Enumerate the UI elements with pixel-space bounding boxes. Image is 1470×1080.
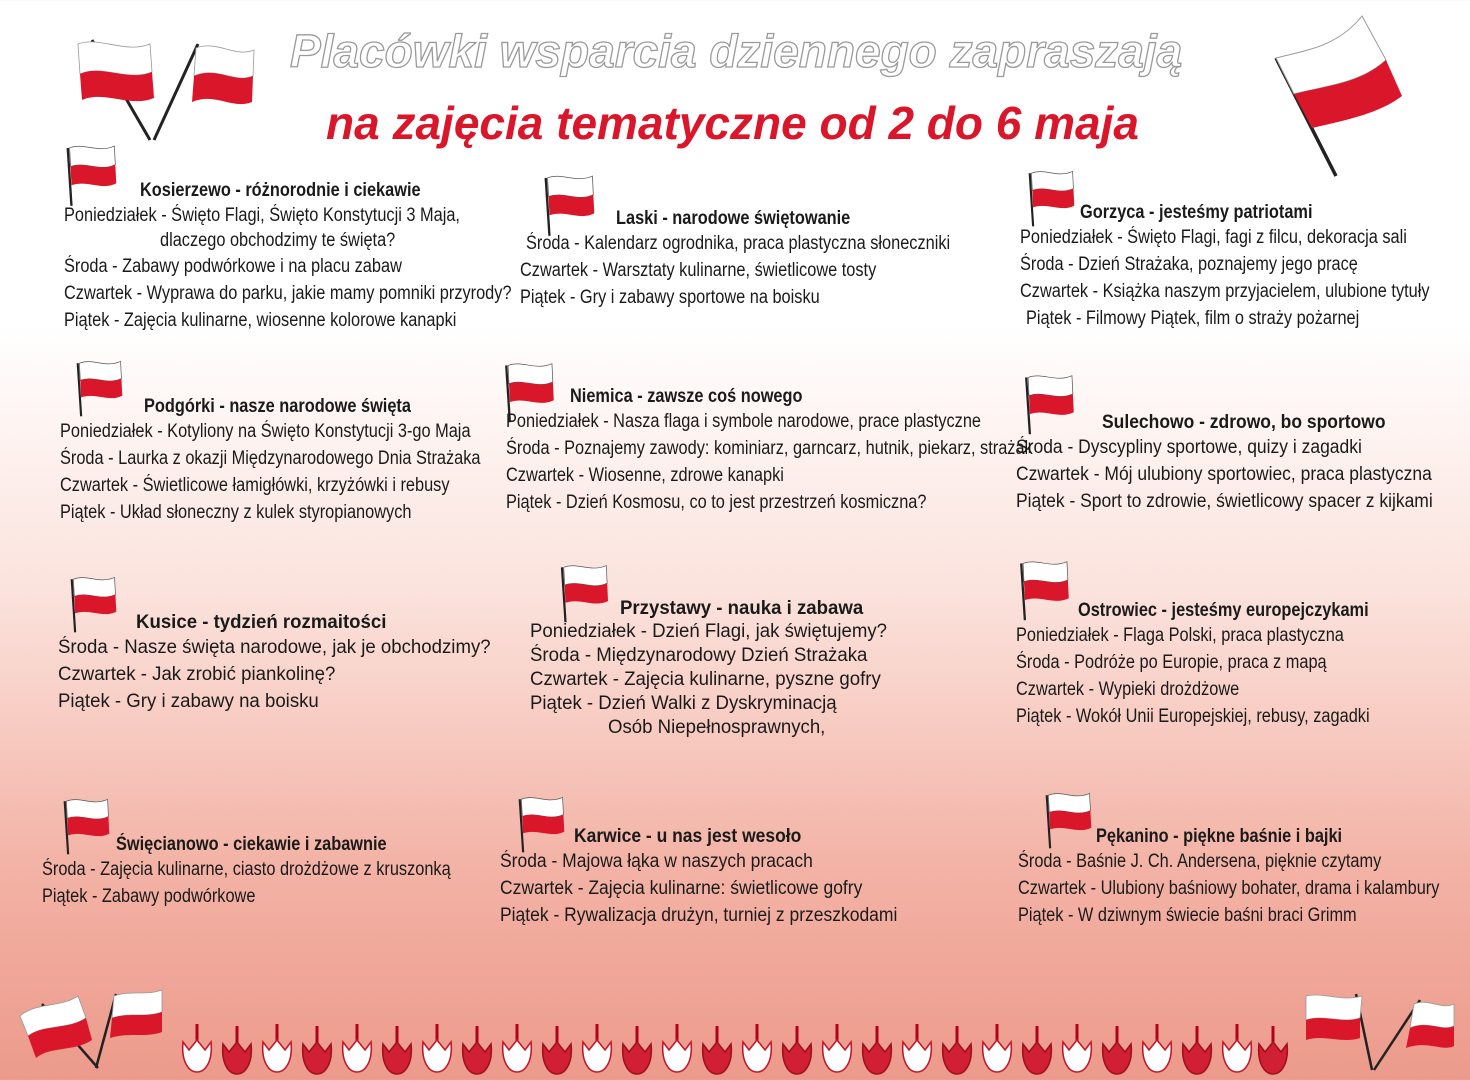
activity-line: Czwartek - Wyprawa do parku, jakie mamy pomniki przyrody?: [64, 283, 512, 304]
activity-line: Środa - Podróże po Europie, praca z mapą: [1016, 652, 1327, 673]
activity-line: Piątek - Dzień Kosmosu, co to jest przestrzeń kosmiczna?: [506, 492, 927, 513]
header-title-line2: na zajęcia tematyczne od 2 do 6 maja: [326, 97, 1139, 149]
tulip-red-icon: [463, 1026, 492, 1074]
tulip-red-icon: [863, 1026, 892, 1074]
center-name: Podgórki - nasze narodowe święta: [144, 396, 411, 417]
activity-line: Środa - Baśnie J. Ch. Andersena, pięknie czytamy: [1018, 851, 1382, 872]
activity-line: Piątek - Sport to zdrowie, świetlicowy spacer z kijkami: [1016, 491, 1433, 512]
tulip-white-icon: [423, 1024, 452, 1072]
tulip-red-icon: [943, 1026, 972, 1074]
activity-line: Piątek - Dzień Walki z Dyskryminacją: [530, 693, 837, 714]
tulip-white-icon: [823, 1024, 852, 1072]
activity-line: Osób Niepełnosprawnych,: [608, 717, 826, 738]
center-kosierzewo: [64, 180, 584, 334]
activity-line: Czwartek - Ulubiony baśniowy bohater, drama i kalambury: [1018, 878, 1440, 899]
activity-line: Środa - Poznajemy zawody: kominiarz, garncarz, hutnik, piekarz, strażak: [506, 438, 1033, 459]
center-ostrowiec: [1016, 600, 1427, 730]
activity-line: Piątek - W dziwnym świecie baśni braci Grimm: [1018, 905, 1357, 926]
center-name: Ostrowiec - jesteśmy europejczykami: [1078, 600, 1369, 621]
tulip-red-icon: [783, 1026, 812, 1074]
activity-line: Czwartek - Świetlicowe łamigłówki, krzyżówki i rebusy: [60, 475, 450, 496]
tulip-white-icon: [1223, 1024, 1252, 1072]
activity-line: Czwartek - Wypieki drożdżowe: [1016, 679, 1240, 700]
tulip-white-icon: [983, 1024, 1012, 1072]
tulip-red-icon: [303, 1026, 332, 1074]
tulip-white-icon: [1063, 1024, 1092, 1072]
activity-line: Czwartek - Warsztaty kulinarne, świetlicowe tosty: [520, 260, 877, 281]
center-name: Laski - narodowe świętowanie: [616, 208, 851, 229]
center-name: Święcianowo - ciekawie i zabawnie: [116, 834, 387, 855]
crossed-flags-icon: [70, 36, 260, 142]
center-swiecianowo: [42, 834, 517, 910]
activity-line: Czwartek - Książka naszym przyjacielem, ulubione tytuły: [1020, 281, 1430, 302]
activity-line: Poniedziałek - Nasza flaga i symbole narodowe, prace plastyczne: [506, 411, 982, 432]
tulip-white-icon: [503, 1024, 532, 1072]
activity-line: Piątek - Filmowy Piątek, film o straży pożarnej: [1026, 308, 1360, 329]
activity-line: Piątek - Układ słoneczny z kulek styropianowych: [60, 502, 412, 523]
tulip-white-icon: [263, 1024, 292, 1072]
activity-line: dlaczego obchodzimy te święta?: [160, 230, 396, 251]
tulip-white-icon: [743, 1024, 772, 1072]
tulip-white-icon: [183, 1024, 212, 1072]
activity-line: Środa - Laurka z okazji Międzynarodowego Dnia Strażaka: [60, 448, 481, 469]
tulip-red-icon: [543, 1026, 572, 1074]
activity-line: Piątek - Gry i zabawy na boisku: [58, 691, 319, 712]
tulip-red-icon: [1023, 1026, 1052, 1074]
center-kusice: [58, 612, 499, 715]
activity-line: Czwartek - Mój ulubiony sportowiec, praca plastyczna: [1016, 464, 1432, 485]
header-title-line1: Placówki wsparcia dziennego zapraszają: [290, 25, 1183, 77]
center-laski: [520, 208, 1019, 311]
activity-line: Czwartek - Zajęcia kulinarne, pyszne gofry: [530, 669, 881, 690]
polish-flag-icon: [1268, 10, 1410, 178]
activity-line: Środa - Dyscypliny sportowe, quizy i zagadki: [1016, 437, 1362, 458]
activity-line: Środa - Międzynarodowy Dzień Strażaka: [530, 645, 868, 666]
activity-line: Poniedziałek - Dzień Flagi, jak świętujemy?: [530, 621, 888, 642]
tulip-red-icon: [623, 1026, 652, 1074]
center-pekanino: [1018, 826, 1470, 929]
activity-line: Czwartek - Jak zrobić piankolinę?: [58, 664, 336, 685]
activity-line: Poniedziałek - Święto Flagi, Święto Konstytucji 3 Maja,: [64, 205, 460, 226]
tulip-red-icon: [383, 1026, 412, 1074]
tulip-red-icon: [703, 1026, 732, 1074]
center-name: Gorzyca - jesteśmy patriotami: [1080, 202, 1313, 223]
activity-line: Piątek - Rywalizacja drużyn, turniej z przeszkodami: [500, 905, 898, 926]
center-podgorki: [60, 396, 549, 526]
crossed-flags-icon: [16, 988, 166, 1072]
tulip-white-icon: [583, 1024, 612, 1072]
center-przystawy: [530, 598, 894, 740]
tulip-white-icon: [1143, 1024, 1172, 1072]
tulip-red-icon: [223, 1026, 252, 1074]
activity-line: Środa - Nasze święta narodowe, jak je obchodzimy?: [58, 637, 491, 658]
activity-line: Środa - Zabawy podwórkowe i na placu zabaw: [64, 256, 402, 277]
tulip-red-icon: [1103, 1026, 1132, 1074]
tulip-red-icon: [1183, 1026, 1212, 1074]
tulip-white-icon: [663, 1024, 692, 1072]
activity-line: Piątek - Zabawy podwórkowe: [42, 886, 256, 907]
activity-line: Środa - Kalendarz ogrodnika, praca plastyczna słoneczniki: [526, 233, 951, 254]
activity-line: Poniedziałek - Flaga Polski, praca plastyczna: [1016, 625, 1344, 646]
activity-line: Poniedziałek - Święto Flagi, fagi z filcu, dekoracja sali: [1020, 227, 1407, 248]
tulip-white-icon: [903, 1024, 932, 1072]
activity-line: Środa - Dzień Strażaka, poznajemy jego pracę: [1020, 254, 1358, 275]
activity-line: Środa - Majowa łąka w naszych pracach: [500, 851, 813, 872]
tulip-white-icon: [343, 1024, 372, 1072]
crossed-flags-icon: [1302, 990, 1458, 1072]
center-name: Kosierzewo - różnorodnie i ciekawie: [140, 180, 421, 201]
activity-line: Czwartek - Wiosenne, zdrowe kanapki: [506, 465, 784, 486]
center-gorzyca: [1020, 202, 1470, 332]
center-karwice: [500, 826, 932, 929]
center-name: Pękanino - piękne baśnie i bajki: [1096, 826, 1343, 847]
center-name: Sulechowo - zdrowo, bo sportowo: [1102, 412, 1386, 433]
center-sulechowo: [1016, 412, 1469, 515]
tulip-red-icon: [1259, 1026, 1288, 1074]
center-name: Kusice - tydzień rozmaitości: [136, 612, 387, 633]
activity-line: Środa - Zajęcia kulinarne, ciasto drożdżowe z kruszonką: [42, 859, 451, 880]
center-name: Karwice - u nas jest wesoło: [574, 826, 802, 847]
activity-line: Czwartek - Zajęcia kulinarne: świetlicowe gofry: [500, 878, 863, 899]
tulip-border: [180, 1018, 1290, 1078]
center-name: Niemica - zawsze coś nowego: [570, 386, 803, 407]
center-name: Przystawy - nauka i zabawa: [620, 598, 864, 619]
activity-line: Piątek - Wokół Unii Europejskiej, rebusy, zagadki: [1016, 706, 1370, 727]
activity-line: Piątek - Gry i zabawy sportowe na boisku: [520, 287, 820, 308]
activity-line: Poniedziałek - Kotyliony na Święto Konstytucji 3-go Maja: [60, 421, 471, 442]
activity-line: Piątek - Zajęcia kulinarne, wiosenne kolorowe kanapki: [64, 310, 457, 331]
